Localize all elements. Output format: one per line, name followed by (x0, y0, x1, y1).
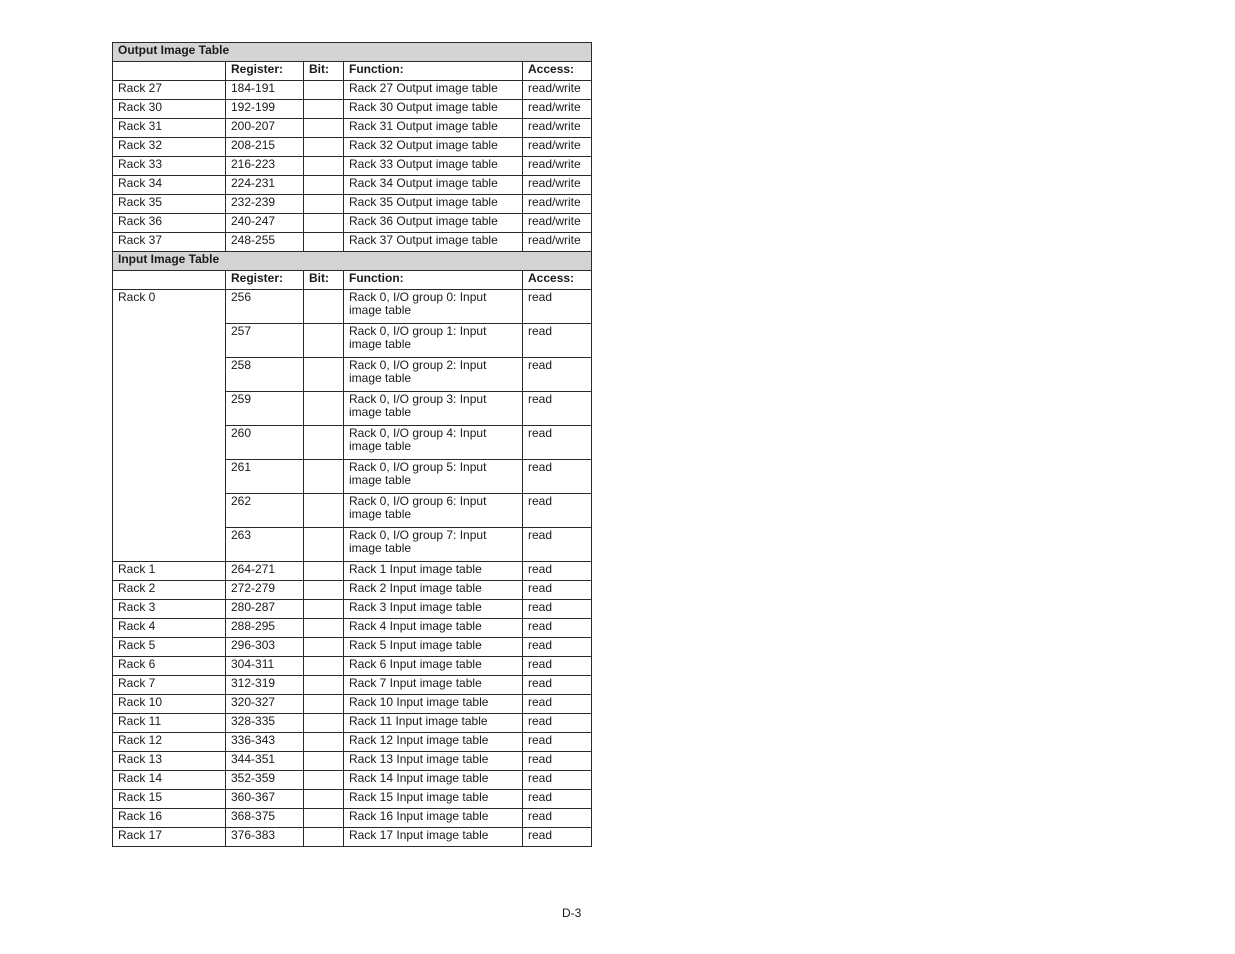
bit-cell (304, 790, 344, 809)
bit-cell (304, 771, 344, 790)
access-cell: read (523, 528, 592, 562)
table-row (113, 619, 592, 638)
access-cell: read (523, 714, 592, 733)
register-cell: 260 (226, 426, 304, 460)
access-cell: read (523, 638, 592, 657)
rack-cell: Rack 30 (113, 100, 226, 119)
function-cell: Rack 0, I/O group 3: Input image table (344, 392, 523, 426)
access-cell: read/write (523, 214, 592, 233)
table-row (113, 657, 592, 676)
bit-cell (304, 324, 344, 358)
column-header-row (113, 271, 592, 290)
access-cell: read (523, 828, 592, 847)
rack-cell: Rack 13 (113, 752, 226, 771)
function-cell: Rack 0, I/O group 4: Input image table (344, 426, 523, 460)
table-row (113, 119, 592, 138)
register-cell: 216-223 (226, 157, 304, 176)
rack-cell: Rack 7 (113, 676, 226, 695)
register-cell: 328-335 (226, 714, 304, 733)
output-section-header (113, 43, 592, 62)
bit-cell (304, 460, 344, 494)
register-cell: 336-343 (226, 733, 304, 752)
bit-cell (304, 233, 344, 252)
table-row (113, 562, 592, 581)
function-cell: Rack 10 Input image table (344, 695, 523, 714)
header-blank (113, 271, 226, 290)
table-row (113, 600, 592, 619)
register-cell: 256 (226, 290, 304, 324)
header-register: Register: (226, 271, 304, 290)
bit-cell (304, 695, 344, 714)
access-cell: read (523, 676, 592, 695)
access-cell: read (523, 600, 592, 619)
column-header-row (113, 62, 592, 81)
function-cell: Rack 6 Input image table (344, 657, 523, 676)
access-cell: read (523, 809, 592, 828)
function-cell: Rack 7 Input image table (344, 676, 523, 695)
page-number: D-3 (562, 906, 582, 920)
access-cell: read (523, 426, 592, 460)
bit-cell (304, 809, 344, 828)
rack-cell: Rack 33 (113, 157, 226, 176)
access-cell: read/write (523, 81, 592, 100)
access-cell: read/write (523, 176, 592, 195)
access-cell: read (523, 290, 592, 324)
register-cell: 240-247 (226, 214, 304, 233)
function-cell: Rack 13 Input image table (344, 752, 523, 771)
table-row (113, 214, 592, 233)
access-cell: read (523, 392, 592, 426)
access-cell: read (523, 771, 592, 790)
bit-cell (304, 176, 344, 195)
rack-cell: Rack 6 (113, 657, 226, 676)
rack-cell: Rack 16 (113, 809, 226, 828)
function-cell: Rack 3 Input image table (344, 600, 523, 619)
bit-cell (304, 100, 344, 119)
register-cell: 232-239 (226, 195, 304, 214)
access-cell: read (523, 460, 592, 494)
bit-cell (304, 638, 344, 657)
bit-cell (304, 195, 344, 214)
rack-cell: Rack 32 (113, 138, 226, 157)
register-cell: 257 (226, 324, 304, 358)
bit-cell (304, 528, 344, 562)
bit-cell (304, 562, 344, 581)
header-register: Register: (226, 62, 304, 81)
table-row (113, 676, 592, 695)
bit-cell (304, 733, 344, 752)
rack-cell: Rack 11 (113, 714, 226, 733)
table-row (113, 790, 592, 809)
access-cell: read (523, 752, 592, 771)
access-cell: read/write (523, 119, 592, 138)
function-cell: Rack 4 Input image table (344, 619, 523, 638)
bit-cell (304, 752, 344, 771)
bit-cell (304, 600, 344, 619)
function-cell: Rack 35 Output image table (344, 195, 523, 214)
register-cell: 360-367 (226, 790, 304, 809)
rack-cell: Rack 14 (113, 771, 226, 790)
bit-cell (304, 657, 344, 676)
table-row (113, 176, 592, 195)
register-cell: 352-359 (226, 771, 304, 790)
access-cell: read (523, 619, 592, 638)
table-body (113, 43, 592, 847)
table-row (113, 752, 592, 771)
bit-cell (304, 290, 344, 324)
rack-cell: Rack 36 (113, 214, 226, 233)
register-cell: 280-287 (226, 600, 304, 619)
table-row (113, 233, 592, 252)
access-cell: read (523, 581, 592, 600)
access-cell: read (523, 695, 592, 714)
table-row (113, 138, 592, 157)
rack-cell: Rack 27 (113, 81, 226, 100)
table-row (113, 714, 592, 733)
register-cell: 296-303 (226, 638, 304, 657)
rack-cell: Rack 0 (113, 290, 226, 562)
table-row (113, 157, 592, 176)
function-cell: Rack 27 Output image table (344, 81, 523, 100)
function-cell: Rack 33 Output image table (344, 157, 523, 176)
register-cell: 376-383 (226, 828, 304, 847)
register-cell: 368-375 (226, 809, 304, 828)
access-cell: read (523, 562, 592, 581)
header-function: Function: (344, 271, 523, 290)
rack-cell: Rack 17 (113, 828, 226, 847)
rack-cell: Rack 3 (113, 600, 226, 619)
function-cell: Rack 11 Input image table (344, 714, 523, 733)
header-bit: Bit: (304, 62, 344, 81)
function-cell: Rack 12 Input image table (344, 733, 523, 752)
function-cell: Rack 2 Input image table (344, 581, 523, 600)
section-title: Input Image Table (113, 252, 592, 271)
table-row (113, 100, 592, 119)
register-cell: 312-319 (226, 676, 304, 695)
table-row (113, 733, 592, 752)
function-cell: Rack 16 Input image table (344, 809, 523, 828)
table-row (113, 195, 592, 214)
rack-cell: Rack 4 (113, 619, 226, 638)
io-register-table (112, 42, 592, 847)
function-cell: Rack 5 Input image table (344, 638, 523, 657)
function-cell: Rack 1 Input image table (344, 562, 523, 581)
header-access: Access: (523, 62, 592, 81)
table-row (113, 638, 592, 657)
function-cell: Rack 31 Output image table (344, 119, 523, 138)
function-cell: Rack 15 Input image table (344, 790, 523, 809)
input-section-header (113, 252, 592, 271)
register-cell: 272-279 (226, 581, 304, 600)
table-row (113, 828, 592, 847)
access-cell: read/write (523, 195, 592, 214)
register-cell: 200-207 (226, 119, 304, 138)
register-cell: 262 (226, 494, 304, 528)
register-cell: 224-231 (226, 176, 304, 195)
header-function: Function: (344, 62, 523, 81)
access-cell: read/write (523, 233, 592, 252)
function-cell: Rack 37 Output image table (344, 233, 523, 252)
function-cell: Rack 0, I/O group 7: Input image table (344, 528, 523, 562)
access-cell: read (523, 358, 592, 392)
table-row (113, 581, 592, 600)
rack-cell: Rack 2 (113, 581, 226, 600)
access-cell: read/write (523, 100, 592, 119)
register-cell: 263 (226, 528, 304, 562)
rack-cell: Rack 34 (113, 176, 226, 195)
header-access: Access: (523, 271, 592, 290)
bit-cell (304, 619, 344, 638)
access-cell: read (523, 324, 592, 358)
rack-cell: Rack 35 (113, 195, 226, 214)
bit-cell (304, 81, 344, 100)
register-cell: 261 (226, 460, 304, 494)
rack-cell: Rack 10 (113, 695, 226, 714)
rack-cell: Rack 5 (113, 638, 226, 657)
register-cell: 248-255 (226, 233, 304, 252)
table-row (113, 81, 592, 100)
access-cell: read (523, 494, 592, 528)
header-bit: Bit: (304, 271, 344, 290)
table-row (113, 809, 592, 828)
table-row (113, 771, 592, 790)
access-cell: read (523, 657, 592, 676)
function-cell: Rack 0, I/O group 1: Input image table (344, 324, 523, 358)
register-cell: 258 (226, 358, 304, 392)
access-cell: read (523, 790, 592, 809)
register-cell: 304-311 (226, 657, 304, 676)
bit-cell (304, 494, 344, 528)
function-cell: Rack 14 Input image table (344, 771, 523, 790)
register-cell: 192-199 (226, 100, 304, 119)
bit-cell (304, 676, 344, 695)
function-cell: Rack 30 Output image table (344, 100, 523, 119)
table-row (113, 290, 592, 324)
bit-cell (304, 581, 344, 600)
function-cell: Rack 0, I/O group 2: Input image table (344, 358, 523, 392)
bit-cell (304, 214, 344, 233)
bit-cell (304, 358, 344, 392)
rack-cell: Rack 31 (113, 119, 226, 138)
register-cell: 264-271 (226, 562, 304, 581)
register-cell: 208-215 (226, 138, 304, 157)
bit-cell (304, 426, 344, 460)
rack-cell: Rack 37 (113, 233, 226, 252)
bit-cell (304, 138, 344, 157)
bit-cell (304, 119, 344, 138)
bit-cell (304, 157, 344, 176)
bit-cell (304, 714, 344, 733)
register-cell: 259 (226, 392, 304, 426)
rack-cell: Rack 1 (113, 562, 226, 581)
bit-cell (304, 828, 344, 847)
function-cell: Rack 36 Output image table (344, 214, 523, 233)
access-cell: read/write (523, 157, 592, 176)
function-cell: Rack 0, I/O group 0: Input image table (344, 290, 523, 324)
function-cell: Rack 0, I/O group 5: Input image table (344, 460, 523, 494)
function-cell: Rack 34 Output image table (344, 176, 523, 195)
rack-cell: Rack 15 (113, 790, 226, 809)
register-cell: 184-191 (226, 81, 304, 100)
function-cell: Rack 17 Input image table (344, 828, 523, 847)
access-cell: read (523, 733, 592, 752)
register-cell: 344-351 (226, 752, 304, 771)
rack-cell: Rack 12 (113, 733, 226, 752)
function-cell: Rack 0, I/O group 6: Input image table (344, 494, 523, 528)
access-cell: read/write (523, 138, 592, 157)
register-cell: 288-295 (226, 619, 304, 638)
function-cell: Rack 32 Output image table (344, 138, 523, 157)
header-blank (113, 62, 226, 81)
register-cell: 320-327 (226, 695, 304, 714)
bit-cell (304, 392, 344, 426)
table-row (113, 695, 592, 714)
section-title: Output Image Table (113, 43, 592, 62)
